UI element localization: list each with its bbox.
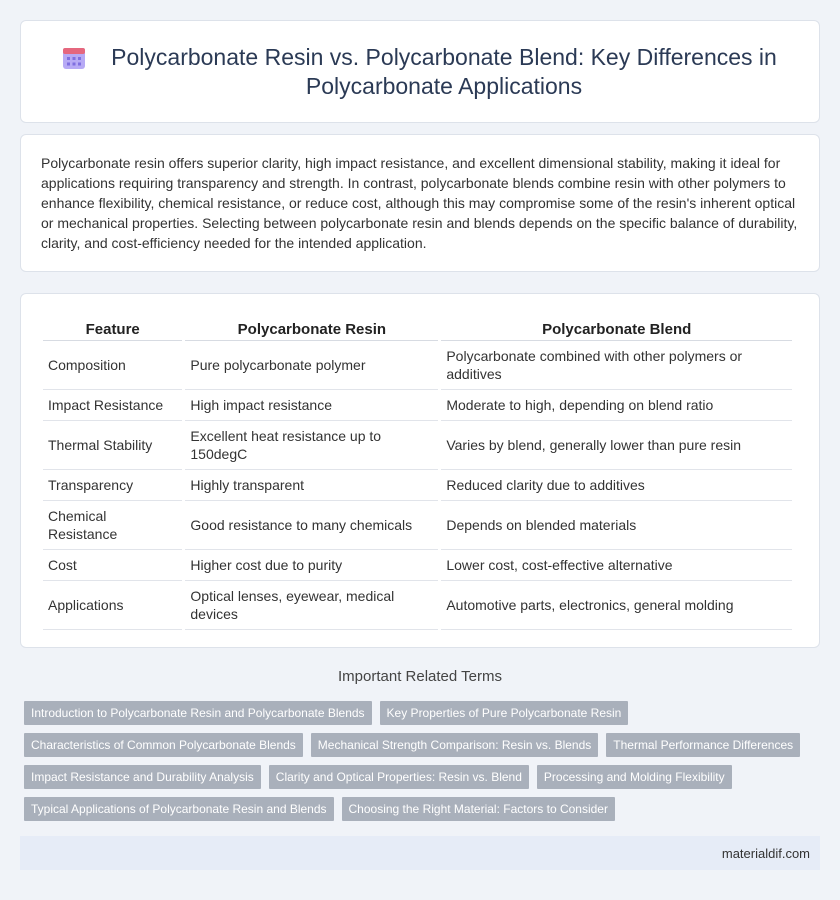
header-feature: Feature (43, 314, 182, 341)
cell-resin: Optical lenses, eyewear, medical devices (185, 581, 438, 630)
cell-blend: Automotive parts, electronics, general molding (441, 581, 792, 630)
cell-blend: Moderate to high, depending on blend ratio (441, 390, 792, 421)
comparison-table (40, 314, 795, 630)
cell-blend: Polycarbonate combined with other polymers or additives (441, 341, 792, 390)
cell-blend: Lower cost, cost-effective alternative (441, 550, 792, 581)
cell-resin: Highly transparent (185, 470, 438, 501)
intro-paragraph: Polycarbonate resin offers superior clarity, high impact resistance, and excellent dimensional stability, making it ideal for applications requiring transparency and strength. In contrast, polycarbonate blends combine resin with other polymers to enhance flexibility, chemical resistance, or reduce cost, although this may compromise some of the resin's inherent optical or mechanical properties. Selecting between polycarbonate resin and blends depends on the specific balance of durability, clarity, and cost-efficiency needed for the intended application. (41, 155, 798, 251)
related-term-tag[interactable]: Clarity and Optical Properties: Resin vs. Blend (269, 765, 529, 789)
site-link[interactable]: materialdif.com (721, 846, 810, 861)
cell-feature: Impact Resistance (43, 390, 182, 421)
header (21, 21, 819, 122)
comparison-table-card (20, 293, 820, 648)
related-term-tag[interactable]: Introduction to Polycarbonate Resin and Polycarbonate Blends (24, 701, 372, 725)
cell-feature: Applications (43, 581, 182, 630)
related-term-tag[interactable]: Impact Resistance and Durability Analysis (24, 765, 261, 789)
related-term-tag[interactable]: Key Properties of Pure Polycarbonate Resin (380, 701, 629, 725)
related-terms-title: Important Related Terms (338, 668, 502, 685)
calendar-icon (61, 45, 87, 71)
cell-feature: Thermal Stability (43, 421, 182, 470)
cell-resin: High impact resistance (185, 390, 438, 421)
cell-blend: Varies by blend, generally lower than pure resin (441, 421, 792, 470)
table-row (43, 421, 792, 470)
header-card (20, 20, 820, 123)
cell-resin: Higher cost due to purity (185, 550, 438, 581)
related-term-tag[interactable]: Choosing the Right Material: Factors to Consider (342, 797, 615, 821)
header-resin: Polycarbonate Resin (185, 314, 438, 341)
cell-blend: Depends on blended materials (441, 501, 792, 550)
related-term-tag[interactable]: Mechanical Strength Comparison: Resin vs. Blends (311, 733, 598, 757)
table-row (43, 390, 792, 421)
cell-blend: Reduced clarity due to additives (441, 470, 792, 501)
cell-feature: Chemical Resistance (43, 501, 182, 550)
cell-feature: Cost (43, 550, 182, 581)
related-terms-list (24, 701, 816, 829)
table-row (43, 470, 792, 501)
cell-resin: Excellent heat resistance up to 150degC (185, 421, 438, 470)
related-term-tag[interactable]: Characteristics of Common Polycarbonate Blends (24, 733, 303, 757)
cell-feature: Composition (43, 341, 182, 390)
table-row (43, 581, 792, 630)
page-title: Polycarbonate Resin vs. Polycarbonate Blend: Key Differences in Polycarbonate Applications (111, 43, 777, 99)
cell-feature: Transparency (43, 470, 182, 501)
header-blend: Polycarbonate Blend (441, 314, 792, 341)
related-term-tag[interactable]: Typical Applications of Polycarbonate Resin and Blends (24, 797, 334, 821)
table-header-row (43, 314, 792, 341)
cell-resin: Good resistance to many chemicals (185, 501, 438, 550)
cell-resin: Pure polycarbonate polymer (185, 341, 438, 390)
footer (20, 836, 820, 870)
table-row (43, 341, 792, 390)
related-term-tag[interactable]: Thermal Performance Differences (606, 733, 800, 757)
table-row (43, 550, 792, 581)
related-term-tag[interactable]: Processing and Molding Flexibility (537, 765, 732, 789)
intro-card (20, 134, 820, 272)
table-row (43, 501, 792, 550)
